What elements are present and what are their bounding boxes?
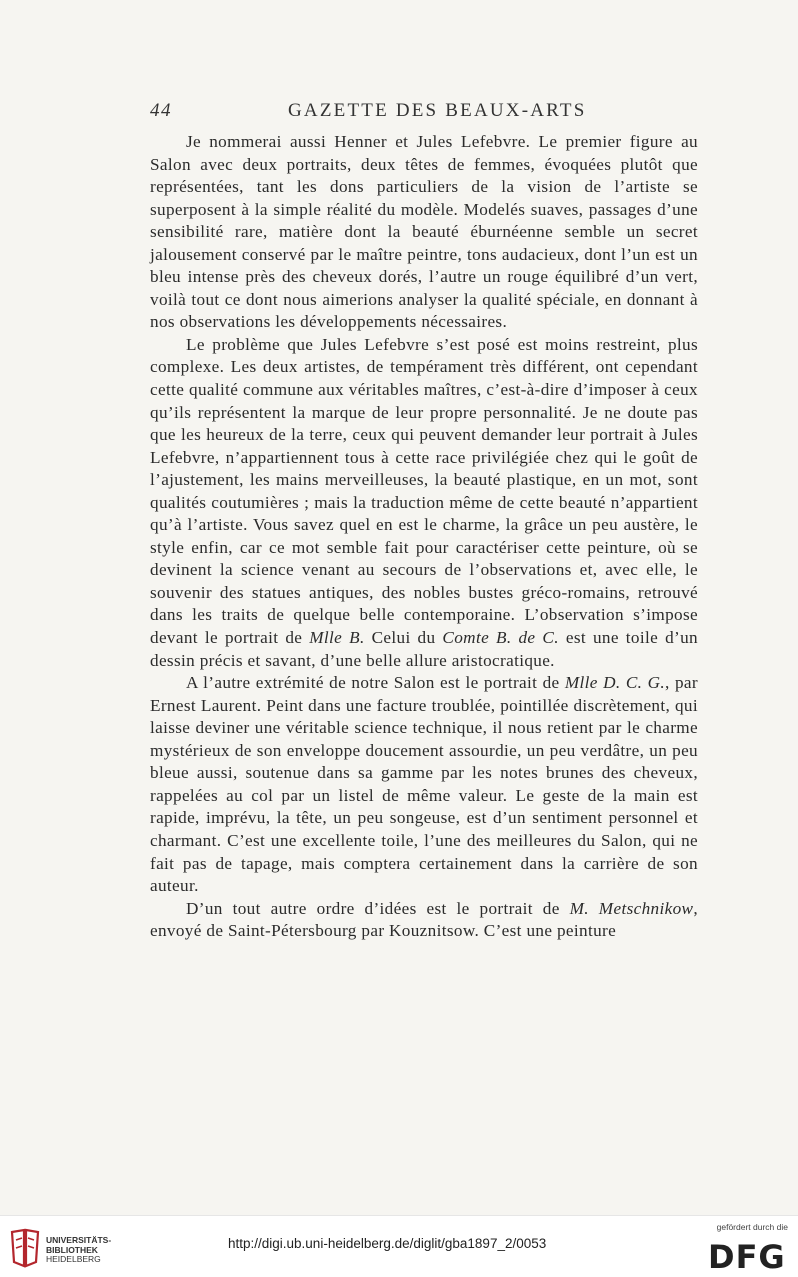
italic-name: Mlle B. xyxy=(309,628,365,648)
paragraph-text: Celui du xyxy=(364,628,443,648)
paragraph-text: D’un tout autre ordre d’idées est le portrait de xyxy=(186,898,570,918)
library-line: BIBLIOTHEK xyxy=(46,1244,98,1255)
dfg-logo-icon: DFG xyxy=(708,1238,786,1276)
paragraph-text: , envoyé de Saint-Pétersbourg par Kouznitsow. C’est une peinture xyxy=(150,898,699,941)
library-line: HEIDELBERG xyxy=(46,1254,101,1264)
paragraph xyxy=(150,334,698,672)
page-number: 44 xyxy=(150,100,172,121)
library-name xyxy=(46,1236,111,1265)
paragraph-text: Le problème que Jules Lefebvre s’est posé est moins restreint, plus complexe. Les deux artistes, de tempérament très différent, ont cependant cette qualité commune aux véritables maîtres, c’est-à-dire d’imposer à ceux qu’ils représentent la marque de leur propre personnalité. Je ne doute pas que les heureux de la terre, ceux qui peuvent demander leur portrait à Jules Lefebvre, n’appartiennent tous à cette race privilégiée chez qui le goût de l’ajustement, les mains merveilleuses, la beauté plastique, en un mot, sont qualités coutumières ; mais la traduction même de cette beauté n’appartient qu’à l’artiste. Vous savez quel en est le charme, la grâce un peu austère, le style enfin, car ce mot semble fait pour caractériser cette peinture, où se devinent la science venant au secours de l’observations et, avec elle, le souvenir des statues antiques, des nobles bustes gréco-romains, retrouvé dans les traits de quelque belle contemporaine. L’observation s’impose devant le portrait de xyxy=(150,334,698,648)
italic-name: Comte B. de C. xyxy=(442,628,559,648)
university-crest-icon xyxy=(8,1226,42,1270)
viewer-footer xyxy=(0,1215,798,1277)
paragraph xyxy=(150,672,698,897)
library-line: UNIVERSITÄTS- xyxy=(46,1235,112,1245)
paragraph-text: , par Ernest Laurent. Peint dans une facture troublée, pointillée discrètement, qui laisse deviner une véritable science technique, il nous retient par le charme mystérieux de son enveloppe doucement assourdie, un peu verdâtre, un peu bleue aussi, soutenue dans sa gamme par les notes brunes des cheveux, rappelées au col par un listel de même valeur. Le geste de la main est rapide, imprévu, la tête, un peu songeuse, est d’un sentiment personnel et charmant. C’est une excellente toile, l’une des meilleures du Salon, qui ne fait pas de tapage, mais comptera certainement dans la carrière de son auteur. xyxy=(150,673,698,896)
italic-name: M. Metschnikow xyxy=(569,898,694,918)
library-logo[interactable] xyxy=(8,1224,138,1272)
article-body xyxy=(150,131,698,943)
funder-logo[interactable] xyxy=(692,1220,796,1274)
paragraph-text: A l’autre extrémité de notre Salon est le portrait de xyxy=(186,673,565,693)
journal-title: GAZETTE DES BEAUX-ARTS xyxy=(288,100,587,121)
italic-name: Mlle D. C. G. xyxy=(564,673,666,693)
paragraph-text: Je nommerai aussi Henner et Jules Lefebvre. Le premier figure au Salon avec deux portraits, deux têtes de femmes, évoquées plutôt que représentées, tant les dons particuliers de la vision de l’artiste se superposent à la simple réalité du modèle. Modelés suaves, passages d’une sensibilité rare, matière dont la beauté éburnéenne semble un secret jalousement conservé par le maître peintre, tons audacieux, dont l’un est un bleu intense près des cheveux dorés, l’autre un rouge équilibré d’un vert, voilà tout ce dont nous aimerions analyser la qualité spéciale, en donnant à nos observations les développements nécessaires. xyxy=(150,132,698,332)
paragraph xyxy=(150,898,698,943)
paragraph xyxy=(150,131,698,334)
permalink-url[interactable]: http://digi.ub.uni-heidelberg.de/diglit/gba1897_2/0053 xyxy=(228,1236,547,1251)
paragraph-text: est une toile d’un dessin précis et savant, d’une belle allure aristocratique. xyxy=(150,628,698,670)
funding-caption: gefördert durch die xyxy=(716,1222,788,1232)
